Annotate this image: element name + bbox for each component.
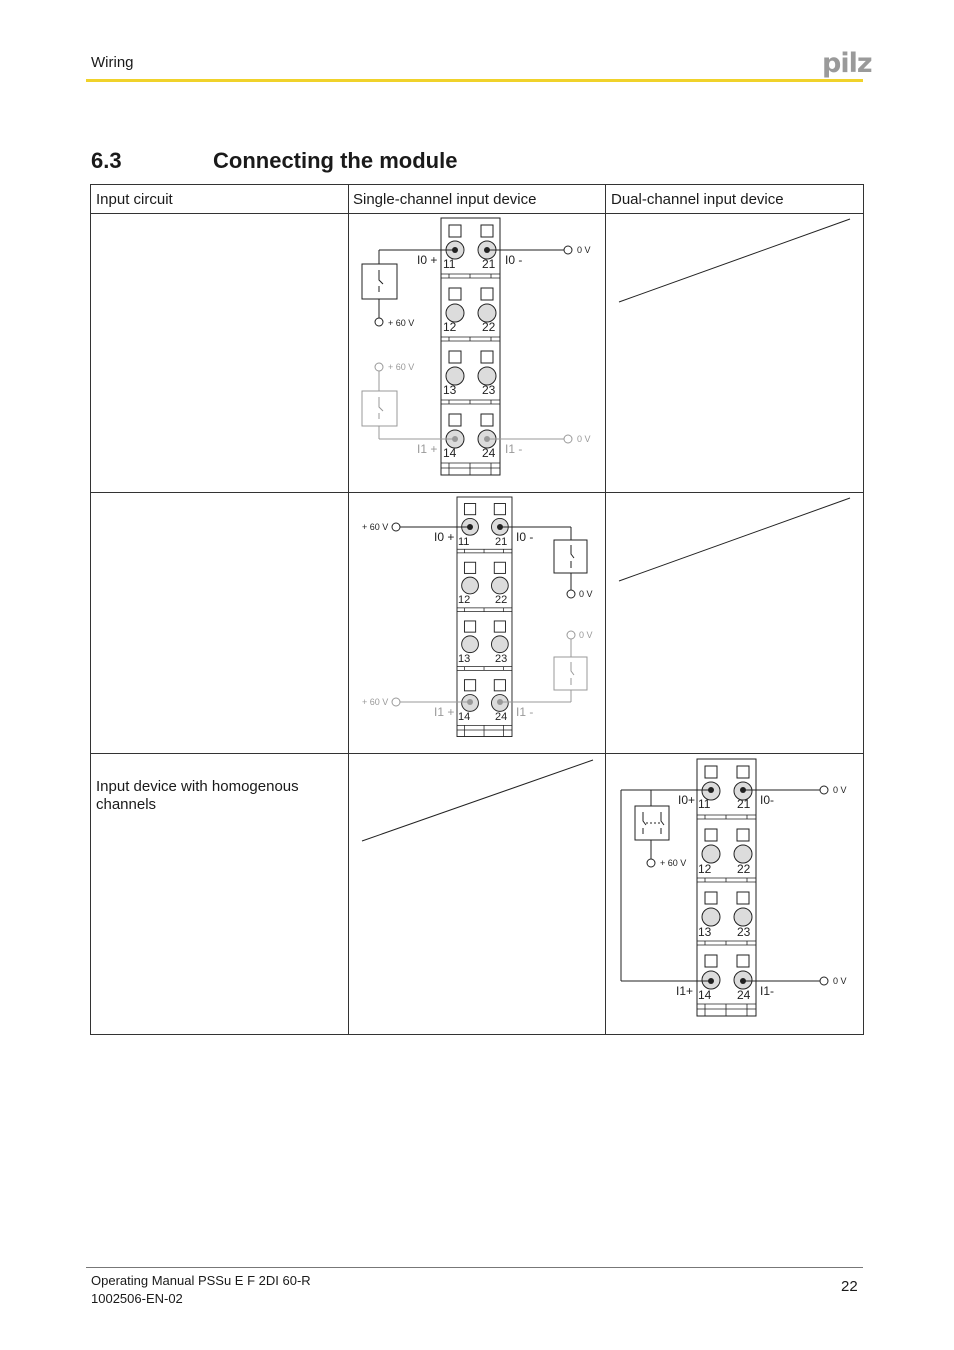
terminal-label: 24 [737,988,751,1002]
label-i1-minus: I1 - [505,442,523,456]
terminal-label: 12 [443,320,457,334]
terminal-label: 23 [737,925,751,939]
terminal-label: 14 [458,711,471,723]
terminal-label: 11 [443,257,456,271]
terminal-label: 22 [482,320,496,334]
label-i0-plus: I0 + [434,530,455,544]
terminal-label: 24 [482,446,496,460]
terminal-label: 22 [495,594,508,606]
column-header-single-channel: Single-channel input device [353,191,537,208]
not-applicable-mark [619,498,850,581]
terminal-label: 23 [495,653,508,665]
wiring-diagram-single-row2 [362,497,593,737]
terminal-label: 21 [737,797,751,811]
label-v60: + 60 V [388,362,415,372]
label-i1-minus: I1 - [516,705,534,719]
terminal-label: 13 [698,925,712,939]
label-v0: 0 V [833,785,847,795]
column-header-dual-channel: Dual-channel input device [611,191,784,208]
terminal-label: 12 [698,862,712,876]
label-i1-plus: I1 + [417,442,438,456]
running-header-section: Wiring [91,54,134,71]
section-title: Connecting the module [213,148,458,173]
terminal-label: 13 [443,383,457,397]
label-v60: + 60 V [388,318,415,328]
label-i0-plus: I0 + [417,253,438,267]
label-i1-minus: I1- [760,984,775,998]
terminal-label: 21 [482,257,496,271]
row-input-circuit-label [96,778,303,813]
column-header-input-circuit: Input circuit [96,191,173,208]
label-v0: 0 V [579,630,593,640]
label-v60: + 60 V [362,697,389,707]
wiring-diagram-dual-row3 [621,759,847,1016]
footer-document-number: 1002506-EN-02 [91,1291,183,1306]
terminal-label: 23 [482,383,496,397]
label-i1-plus: I1 + [434,705,455,719]
label-i0-minus: I0- [760,793,775,807]
row-input-circuit-label-line1: Input device with homogenous [96,778,299,795]
terminal-label: 11 [698,797,711,811]
terminal-label: 12 [458,594,471,606]
footer-manual-title: Operating Manual PSSu E F 2DI 60-R [91,1273,311,1288]
label-v0: 0 V [579,589,593,599]
terminal-label: 22 [737,862,751,876]
terminal-label: 13 [458,653,471,665]
label-v60: + 60 V [362,522,389,532]
footer-rule [86,1267,863,1268]
page-number: 22 [841,1278,858,1295]
not-applicable-mark [619,219,850,302]
terminal-label: 24 [495,711,508,723]
label-i1-plus: I1+ [676,984,694,998]
label-v0: 0 V [577,434,591,444]
wiring-diagram-single-row1 [362,218,591,475]
terminal-label: 14 [443,446,457,460]
label-v0: 0 V [833,976,847,986]
pilz-logo: pilz [822,48,872,79]
label-i0-minus: I0 - [516,530,534,544]
row-input-circuit-label-line2: channels [96,796,157,813]
not-applicable-mark [362,760,593,841]
label-i0-plus: I0+ [678,793,696,807]
section-number: 6.3 [91,148,122,173]
terminal-label: 21 [495,536,508,548]
terminal-label: 11 [458,536,470,548]
terminal-label: 14 [698,988,712,1002]
label-v60: + 60 V [660,858,687,868]
label-v0: 0 V [577,245,591,255]
label-i0-minus: I0 - [505,253,523,267]
